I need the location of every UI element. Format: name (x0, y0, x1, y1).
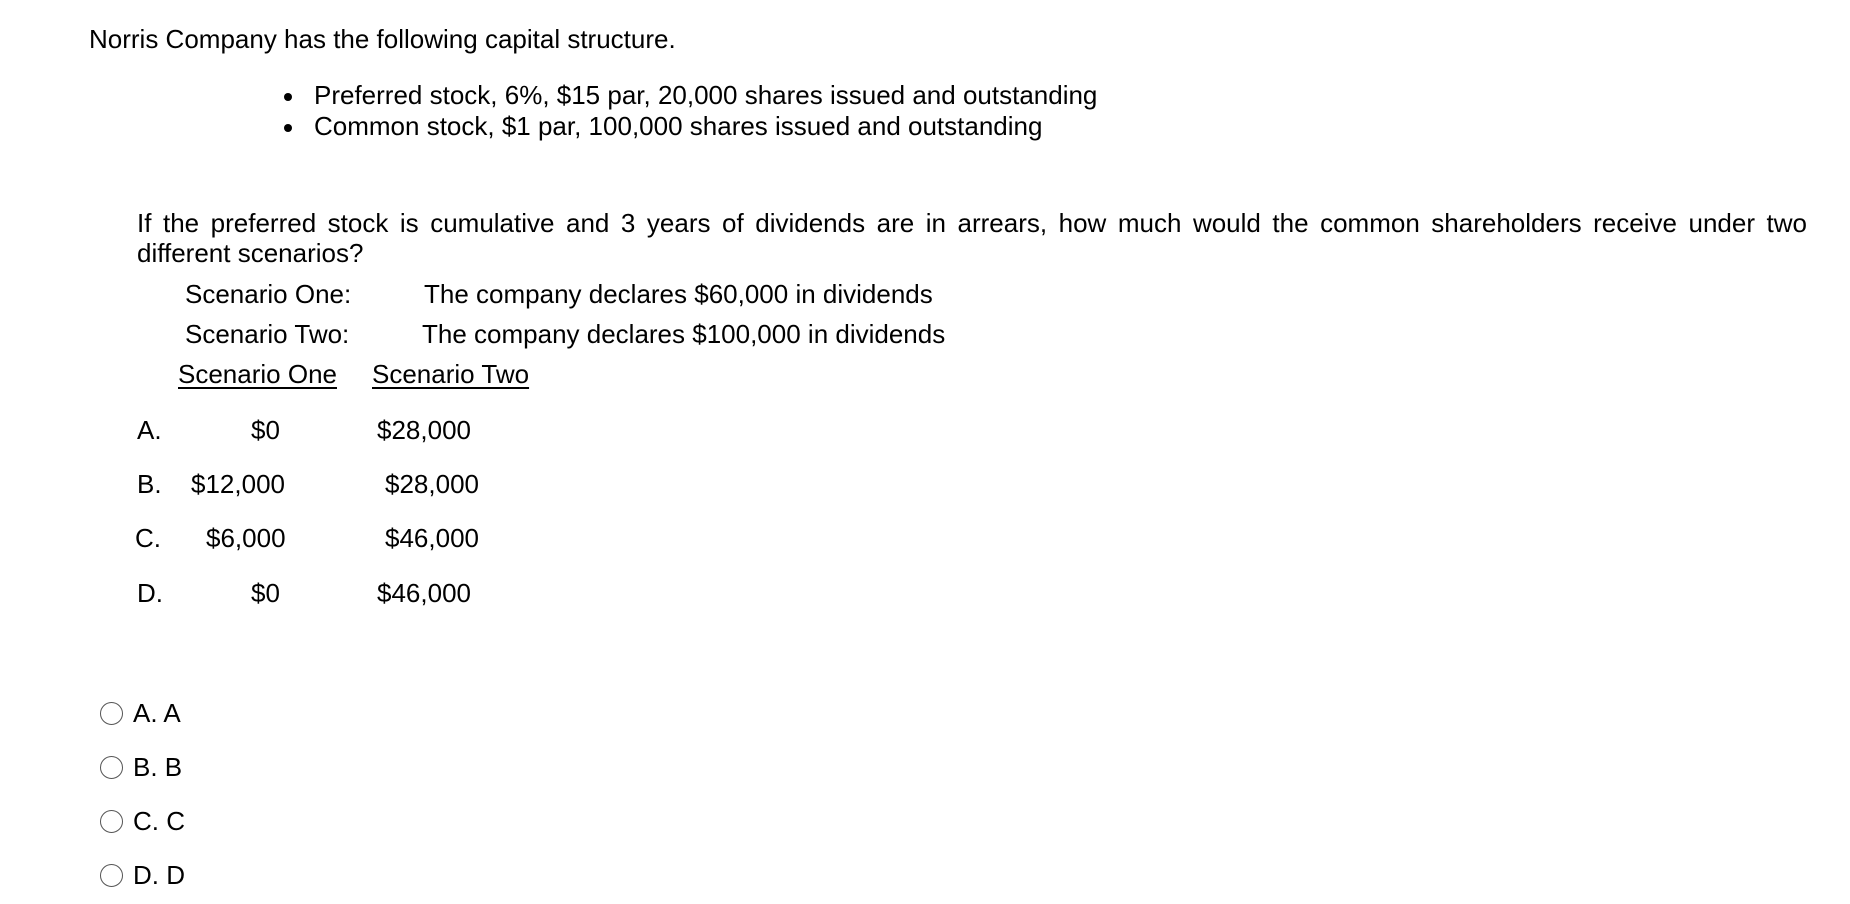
scenario-two-desc: The company declares $100,000 in dividends (422, 319, 946, 349)
bullet-preferred-stock: Preferred stock, 6%, $15 par, 20,000 shares issued and outstanding (282, 80, 1097, 111)
bullet-common-stock: Common stock, $1 par, 100,000 shares issued and outstanding (282, 111, 1097, 142)
radio-button-icon[interactable] (100, 756, 123, 779)
row-letter: B. (137, 469, 162, 499)
scenario-two-label: Scenario Two: (185, 319, 350, 349)
answer-option-label: D. D (133, 859, 185, 890)
row-letter: A. (137, 415, 162, 445)
radio-button-icon[interactable] (100, 810, 123, 833)
row-value-scenario-one: $0 (251, 415, 280, 445)
row-value-scenario-one: $12,000 (191, 469, 285, 499)
table-header-scenario-one: Scenario One (178, 359, 337, 389)
row-value-scenario-two: $28,000 (385, 469, 479, 499)
answer-option-label: B. B (133, 751, 183, 782)
question-text: If the preferred stock is cumulative and 3 years of dividends are in arrears, how much would the common shareholders receive under two different scenarios? (137, 208, 1807, 268)
radio-button-icon[interactable] (100, 864, 123, 887)
intro-text: Norris Company has the following capital structure. (89, 24, 676, 54)
row-letter: C. (135, 523, 161, 553)
answer-option-c[interactable] (100, 806, 185, 836)
row-value-scenario-one: $6,000 (206, 523, 286, 553)
capital-structure-list (282, 80, 1097, 142)
radio-button-icon[interactable] (100, 702, 123, 725)
answer-option-b[interactable] (100, 752, 182, 782)
row-value-scenario-two: $28,000 (377, 415, 471, 445)
scenario-one-label: Scenario One: (185, 279, 352, 309)
row-value-scenario-one: $0 (251, 578, 280, 608)
row-letter: D. (137, 578, 163, 608)
table-header-scenario-two: Scenario Two (372, 359, 530, 389)
answer-option-a[interactable] (100, 698, 181, 728)
scenario-one-desc: The company declares $60,000 in dividends (424, 279, 933, 309)
row-value-scenario-two: $46,000 (385, 523, 479, 553)
answer-option-d[interactable] (100, 860, 185, 890)
answer-option-label: A. A (133, 697, 181, 728)
row-value-scenario-two: $46,000 (377, 578, 471, 608)
answer-option-label: C. C (133, 805, 185, 836)
